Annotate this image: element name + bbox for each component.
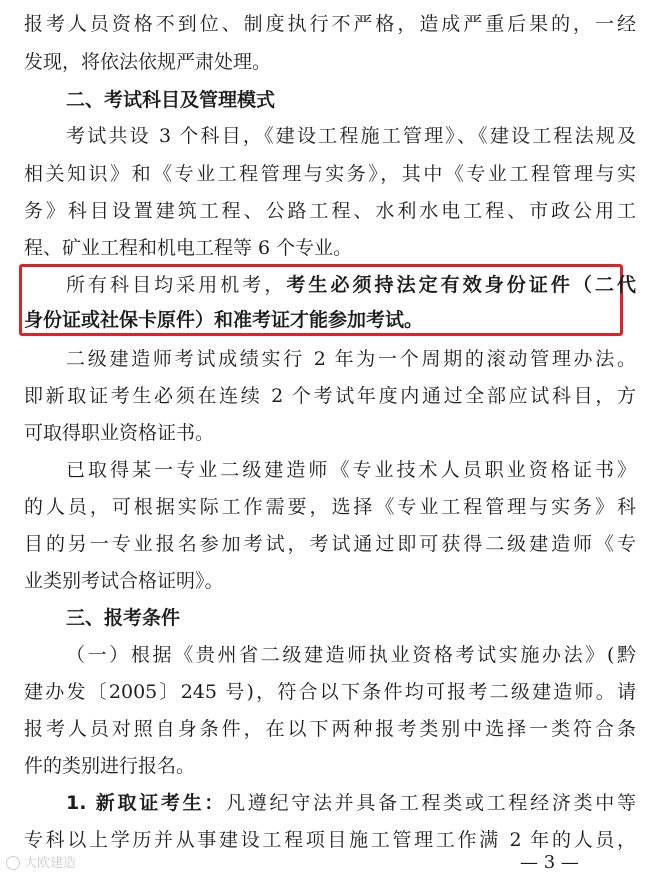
- paragraph-line: 程、矿业工程和机电工程等 6 个专业。: [24, 237, 353, 259]
- section-heading: 二、考试科目及管理模式: [66, 89, 276, 111]
- paragraph-line: [66, 785, 636, 821]
- paragraph-line: 目的另一专业报名参加考试，考试通过即可获得二级建造师《专: [24, 533, 636, 555]
- paragraph-line: 的人员，可根据实际工作需要，选择《专业工程管理与实务》科: [24, 496, 636, 518]
- highlighted-paragraph-line: [66, 267, 636, 303]
- bold-text: 1. 新取证考生：: [66, 792, 227, 814]
- paragraph-line: 发现，将依法依规严肃处理。: [24, 51, 272, 73]
- paragraph-line: 即新取证考生必须在连续 2 个考试年度内通过全部应试科目，方: [24, 385, 636, 407]
- paragraph-line: 相关知识》和《专业工程管理与实务》，其中《专业工程管理与实: [24, 163, 636, 185]
- paragraph-line: 已取得某一专业二级建造师《专业技术人员职业资格证书》: [66, 459, 636, 481]
- watermark-logo-icon: [6, 856, 20, 870]
- page-number: — 3 —: [520, 852, 579, 873]
- normal-text: 所有科目均采用机考，: [66, 274, 287, 296]
- paragraph-line: 考试共设 3 个科目，《建设工程施工管理》、《建设工程法规及: [66, 125, 636, 147]
- paragraph-line: 业类别考试合格证明》。: [24, 570, 224, 592]
- normal-text: 凡遵纪守法并具备工程类或工程经济类中等: [226, 792, 636, 814]
- paragraph-line: 报考人员对照自身条件，在以下两种报考类别中选择一类符合条: [24, 718, 636, 740]
- paragraph-line: 报考人员资格不到位、制度执行不严格，造成严重后果的，一经: [24, 13, 636, 35]
- paragraph-line: 建办发〔2005〕245 号)，符合以下条件均可报考二级建造师。请: [24, 681, 636, 703]
- highlighted-paragraph-line: 身份证或社保卡原件）和准考证才能参加考试。: [24, 309, 424, 331]
- paragraph-line: 可取得职业资格证书。: [24, 422, 215, 444]
- paragraph-line: 件的类别进行报名。: [24, 755, 196, 777]
- paragraph-line: （一）根据《贵州省二级建造师执业资格考试实施办法》(黔: [66, 644, 636, 666]
- paragraph-line: 二级建造师考试成绩实行 2 年为一个周期的滚动管理办法。: [66, 348, 636, 370]
- paragraph-line: 务》科目设置建筑工程、公路工程、水利水电工程、市政公用工: [24, 200, 636, 222]
- paragraph-line: 专科以上学历并从事建设工程项目施工管理工作满 2 年的人员，: [24, 829, 636, 851]
- watermark-text: 大欧建造: [24, 856, 77, 871]
- bold-text: 考生必须持法定有效身份证件（二代: [286, 274, 636, 296]
- section-heading: 三、报考条件: [66, 607, 181, 629]
- watermark: [6, 854, 76, 874]
